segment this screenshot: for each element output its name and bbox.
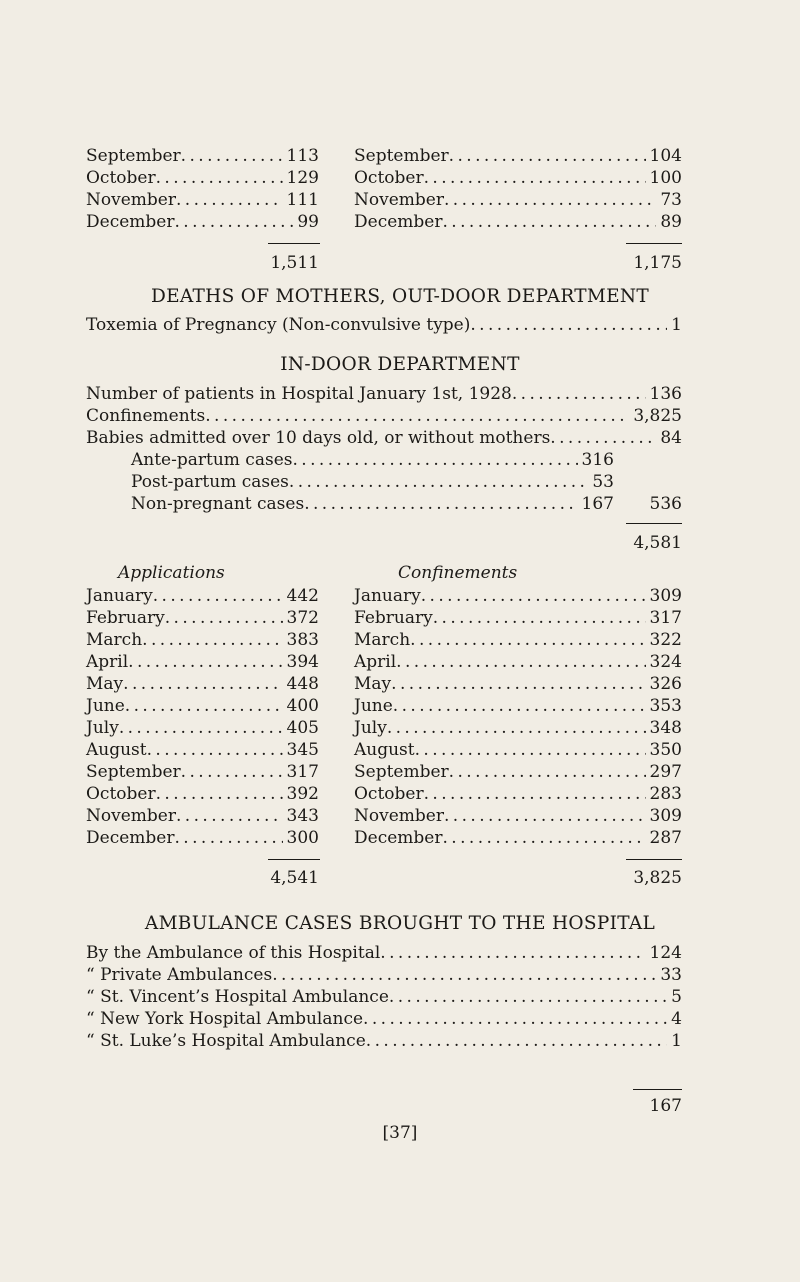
row-value: 297 — [649, 762, 682, 782]
list-item — [86, 145, 319, 167]
row-value: 442 — [286, 586, 319, 606]
ambulance-total: 167 — [649, 1096, 682, 1116]
leader-dots — [410, 629, 645, 651]
leader-dots — [174, 827, 282, 849]
list-item — [86, 942, 682, 964]
leader-dots — [550, 427, 656, 449]
leader-dots — [393, 695, 646, 717]
row-label: “ Private Ambulances — [86, 965, 273, 985]
leader-dots — [289, 471, 588, 493]
leader-dots — [363, 1008, 667, 1030]
leader-dots — [153, 585, 283, 607]
sum-rule — [268, 243, 320, 244]
list-item — [354, 783, 682, 805]
row-label: September — [354, 762, 449, 782]
month-label: November — [354, 190, 444, 210]
list-item — [86, 695, 319, 717]
list-item — [354, 167, 682, 189]
row-label: October — [86, 784, 156, 804]
row-label: “ St. Vincent’s Hospital Ambulance — [86, 987, 389, 1007]
month-label: December — [86, 212, 175, 232]
row-label: “ St. Luke’s Hospital Ambulance — [86, 1031, 366, 1051]
indoor-heading: IN-DOOR DEPARTMENT — [280, 354, 520, 375]
row-label: February — [354, 608, 433, 628]
row-label: November — [354, 806, 444, 826]
list-item — [354, 805, 682, 827]
row-value: 322 — [649, 630, 682, 650]
leader-dots — [433, 607, 646, 629]
list-item — [354, 189, 682, 211]
leader-dots — [147, 739, 283, 761]
row-label: July — [354, 718, 387, 738]
row-label: Ante-partum cases — [131, 450, 293, 470]
list-item — [354, 673, 682, 695]
leader-dots — [391, 673, 645, 695]
list-item — [354, 761, 682, 783]
list-item — [86, 717, 319, 739]
applications-total: 4,541 — [270, 868, 319, 888]
top-left-total: 1,511 — [270, 253, 319, 273]
list-item — [86, 189, 319, 211]
leader-dots — [424, 167, 646, 189]
list-item — [354, 211, 682, 233]
row-label: July — [86, 718, 119, 738]
leader-dots — [442, 827, 645, 849]
row-value: 283 — [649, 784, 682, 804]
row-label: Babies admitted over 10 days old, or without mothers — [86, 428, 551, 448]
row-label: April — [86, 652, 129, 672]
row-label: Post-partum cases — [131, 472, 289, 492]
month-value: 129 — [286, 168, 319, 188]
row-label: August — [86, 740, 147, 760]
list-item — [86, 761, 319, 783]
leader-dots — [424, 783, 646, 805]
row-value: 343 — [286, 806, 319, 826]
row-label: Confinements — [86, 406, 206, 426]
row-value: 405 — [286, 718, 319, 738]
row-value: 400 — [286, 696, 319, 716]
row-label: Number of patients in Hospital January 1st, 1928 — [86, 384, 512, 404]
row-value: 316 — [581, 450, 614, 470]
row-value: 309 — [649, 586, 682, 606]
ambulance-heading: AMBULANCE CASES BROUGHT TO THE HOSPITAL — [144, 913, 656, 934]
row-label: December — [354, 828, 443, 848]
leader-dots — [304, 493, 577, 515]
row-value: 317 — [649, 608, 682, 628]
row-value: 394 — [286, 652, 319, 672]
row-label: “ New York Hospital Ambulance — [86, 1009, 364, 1029]
row-value: 136 — [649, 384, 682, 404]
list-item — [86, 167, 319, 189]
row-label: Non-pregnant cases — [131, 494, 305, 514]
list-item — [354, 827, 682, 849]
row-value: 392 — [286, 784, 319, 804]
row-label: Toxemia of Pregnancy (Non-convulsive type) — [86, 315, 471, 335]
leader-dots — [156, 167, 283, 189]
list-item — [86, 673, 319, 695]
leader-dots — [380, 942, 645, 964]
indoor-row — [86, 383, 682, 405]
list-item — [354, 629, 682, 651]
sum-rule — [633, 1089, 682, 1090]
leader-dots — [128, 651, 282, 673]
row-label: June — [86, 696, 125, 716]
leader-dots — [444, 189, 656, 211]
row-value: 326 — [649, 674, 682, 694]
row-value: 324 — [649, 652, 682, 672]
row-label: June — [354, 696, 393, 716]
row-value: 348 — [649, 718, 682, 738]
leader-dots — [176, 189, 283, 211]
list-item — [86, 986, 682, 1008]
sum-rule — [626, 523, 682, 524]
leader-dots — [387, 717, 646, 739]
row-value: 1 — [671, 1031, 682, 1051]
list-item — [354, 739, 682, 761]
list-item — [86, 629, 319, 651]
leader-dots — [366, 1030, 667, 1052]
row-value: 353 — [649, 696, 682, 716]
row-value: 383 — [286, 630, 319, 650]
row-value: 317 — [286, 762, 319, 782]
row-label: November — [86, 806, 176, 826]
leader-dots — [176, 805, 283, 827]
leader-dots — [449, 761, 646, 783]
leader-dots — [442, 211, 656, 233]
leader-dots — [449, 145, 646, 167]
month-label: December — [354, 212, 443, 232]
indoor-row — [86, 427, 682, 449]
list-item — [354, 585, 682, 607]
leader-dots — [205, 405, 629, 427]
sum-rule — [268, 859, 320, 860]
row-label: September — [86, 762, 181, 782]
indoor-total: 4,581 — [633, 533, 682, 553]
row-value: 53 — [592, 472, 614, 492]
leader-dots — [444, 805, 646, 827]
row-value: 300 — [286, 828, 319, 848]
row-label: April — [354, 652, 397, 672]
leader-dots — [396, 651, 645, 673]
indoor-sub-row — [131, 471, 614, 493]
row-label: December — [86, 828, 175, 848]
month-label: October — [354, 168, 424, 188]
row-value: 287 — [649, 828, 682, 848]
row-label: March — [354, 630, 411, 650]
row-label: August — [354, 740, 415, 760]
sum-rule — [626, 243, 682, 244]
row-value: 309 — [649, 806, 682, 826]
leader-dots — [165, 607, 283, 629]
leader-dots — [125, 695, 283, 717]
leader-dots — [512, 383, 646, 405]
row-value: 4 — [671, 1009, 682, 1029]
leader-dots — [119, 717, 283, 739]
list-item — [354, 695, 682, 717]
list-item — [354, 717, 682, 739]
row-label: January — [86, 586, 153, 606]
confinements-heading: Confinements — [398, 563, 518, 583]
row-label: March — [86, 630, 143, 650]
list-item — [86, 607, 319, 629]
leader-dots — [415, 739, 646, 761]
list-item — [86, 783, 319, 805]
row-value: 350 — [649, 740, 682, 760]
row-value: 372 — [286, 608, 319, 628]
indoor-sub-total: 536 — [649, 494, 682, 514]
leader-dots — [421, 585, 646, 607]
leader-dots — [181, 145, 283, 167]
list-item — [86, 964, 682, 986]
leader-dots — [470, 314, 667, 336]
row-label: February — [86, 608, 165, 628]
list-item — [86, 1030, 682, 1052]
leader-dots — [181, 761, 283, 783]
row-value: 1 — [671, 315, 682, 335]
row-label: January — [354, 586, 421, 606]
outdoor-row — [86, 314, 682, 336]
row-label: October — [354, 784, 424, 804]
row-value: 345 — [286, 740, 319, 760]
page-number: [37] — [382, 1123, 418, 1143]
row-value: 84 — [660, 428, 682, 448]
list-item — [86, 211, 319, 233]
row-value: 167 — [581, 494, 614, 514]
row-value: 5 — [671, 987, 682, 1007]
month-value: 111 — [286, 190, 319, 210]
leader-dots — [156, 783, 283, 805]
leader-dots — [174, 211, 293, 233]
month-label: October — [86, 168, 156, 188]
leader-dots — [123, 673, 282, 695]
list-item — [86, 651, 319, 673]
applications-heading: Applications — [118, 563, 225, 583]
leader-dots — [292, 449, 577, 471]
row-value: 124 — [649, 943, 682, 963]
indoor-row — [86, 405, 682, 427]
outdoor-heading: DEATHS OF MOTHERS, OUT-DOOR DEPARTMENT — [150, 286, 650, 307]
month-value: 73 — [660, 190, 682, 210]
row-label: May — [354, 674, 392, 694]
month-value: 89 — [660, 212, 682, 232]
list-item — [86, 585, 319, 607]
top-right-total: 1,175 — [633, 253, 682, 273]
row-value: 3,825 — [633, 406, 682, 426]
indoor-sub-row — [131, 493, 614, 515]
leader-dots — [142, 629, 282, 651]
row-label: May — [86, 674, 124, 694]
leader-dots — [272, 964, 656, 986]
list-item — [86, 805, 319, 827]
leader-dots — [389, 986, 667, 1008]
list-item — [86, 827, 319, 849]
row-value: 448 — [286, 674, 319, 694]
list-item — [354, 145, 682, 167]
month-label: September — [86, 146, 181, 166]
month-label: November — [86, 190, 176, 210]
list-item — [354, 607, 682, 629]
row-label: By the Ambulance of this Hospital — [86, 943, 381, 963]
month-label: September — [354, 146, 449, 166]
confinements-total: 3,825 — [633, 868, 682, 888]
indoor-sub-row — [131, 449, 614, 471]
list-item — [354, 651, 682, 673]
list-item — [86, 1008, 682, 1030]
list-item — [86, 739, 319, 761]
sum-rule — [626, 859, 682, 860]
row-value: 33 — [660, 965, 682, 985]
month-value: 104 — [649, 146, 682, 166]
month-value: 100 — [649, 168, 682, 188]
month-value: 113 — [286, 146, 319, 166]
month-value: 99 — [297, 212, 319, 232]
